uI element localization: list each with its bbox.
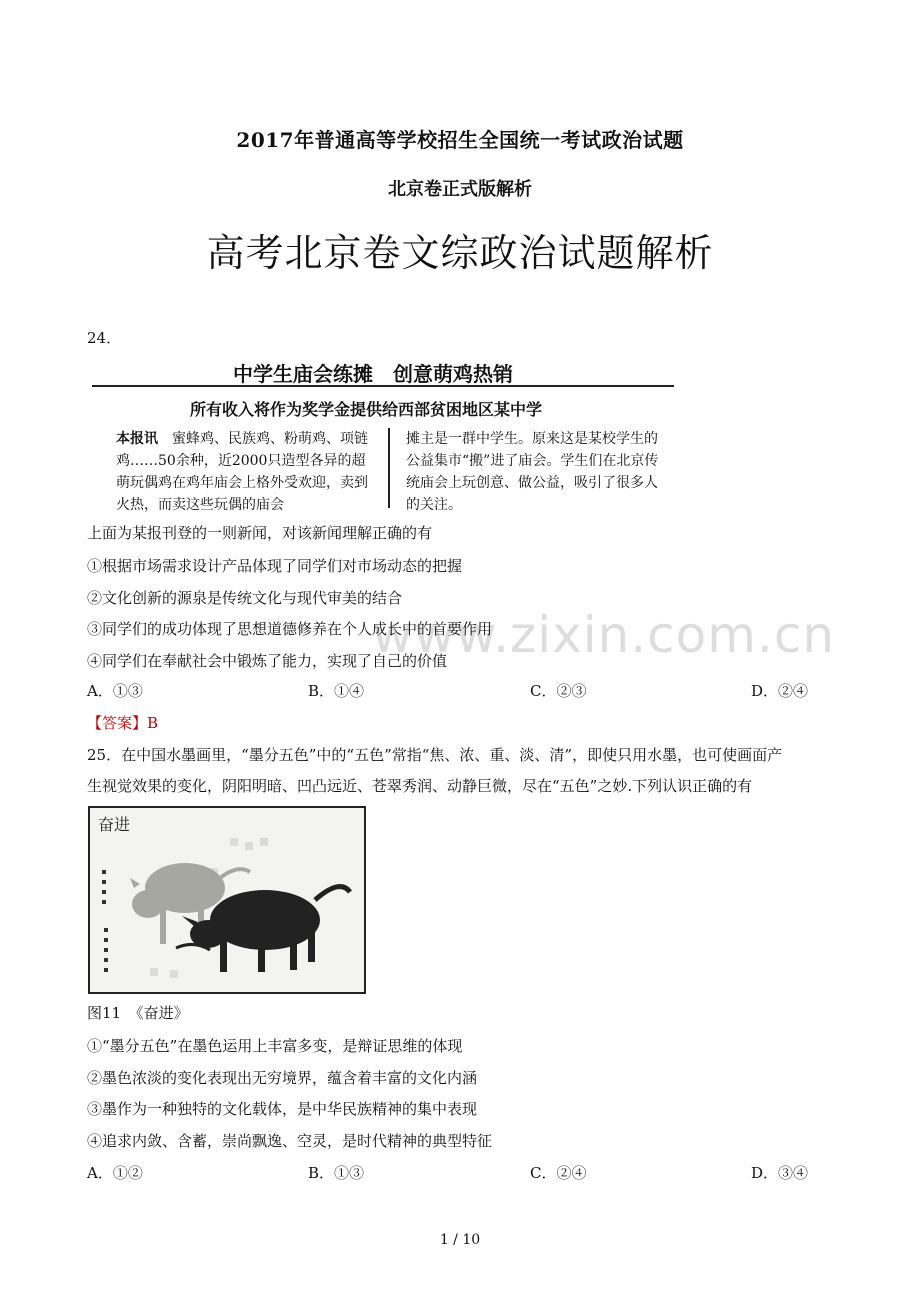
news-rule	[92, 385, 674, 387]
q25-option-c: C．②④	[530, 1164, 587, 1182]
q24-option-b: B．①④	[308, 682, 365, 700]
page-number: 1 / 10	[439, 1232, 481, 1248]
q25-statement-4: ④追求内敛、含蓄，崇尚飘逸、空灵，是时代精神的典型特征	[87, 1132, 493, 1150]
question-24-number: 24．	[87, 329, 122, 347]
news-column-divider	[388, 428, 390, 508]
q24-statement-4: ④同学们在奉献社会中锻炼了能力，实现了自己的价值	[87, 652, 448, 670]
site-watermark: www.zixin.com.cn	[372, 606, 836, 664]
q25-option-d: D．③④	[751, 1164, 809, 1182]
question-24-stem: 上面为某报刊登的一则新闻，对该新闻理解正确的有	[87, 524, 433, 542]
ink-painting-svg	[90, 808, 364, 992]
q24-option-a: A．①③	[87, 682, 143, 700]
q25-statement-2: ②墨色浓淡的变化表现出无穷境界，蕴含着丰富的文化内涵	[87, 1069, 478, 1087]
q24-statement-3: ③同学们的成功体现了思想道德修养在个人成长中的首要作用	[87, 620, 493, 638]
news-lead: 本报讯	[116, 431, 158, 447]
question-25-stem-line-2: 生视觉效果的变化，阴阳明暗、凹凸远近、苍翠秀润、动静巨微，尽在“五色”之妙.下列认识正确的有	[87, 777, 753, 795]
q24-answer	[87, 712, 158, 733]
document-subtitle: 北京卷正式版解析	[388, 179, 532, 200]
main-title: 高考北京卷文综政治试题解析	[206, 231, 714, 275]
ink-painting-image	[88, 806, 366, 994]
q24-statement-1: ①根据市场需求设计产品体现了同学们对市场动态的把握	[87, 557, 463, 575]
news-headline: 中学生庙会练摊 创意萌鸡热销	[233, 362, 513, 386]
q25-option-b: B．①③	[308, 1164, 365, 1182]
figure-caption: 图11 《奋进》	[87, 1004, 189, 1022]
q25-statement-3: ③墨作为一种独特的文化载体，是中华民族精神的集中表现	[87, 1100, 478, 1118]
painting-title-text: 奋进	[98, 815, 131, 834]
answer-label: 【答案】	[87, 714, 148, 732]
document-title: 2017年普通高等学校招生全国统一考试政治试题	[236, 128, 684, 152]
question-25-stem-line-1: 25．在中国水墨画里，“墨分五色”中的“五色”常指“焦、浓、重、淡、清”，即使只用水墨，也可使画面产	[87, 746, 783, 764]
news-subheadline: 所有收入将作为奖学金提供给西部贫困地区某中学	[190, 400, 543, 419]
news-right-body: 摊主是一群中学生。原来这是某校学生的公益集市“搬”进了庙会。学生们在北京传统庙会上玩创意、做公益，吸引了很多人的关注。	[406, 431, 659, 513]
news-left-body: 蜜蜂鸡、民族鸡、粉萌鸡、项链鸡……50余种，近2000只造型各异的超萌玩偶鸡在鸡年庙会上格外受欢迎，卖到火热，而卖这些玩偶的庙会	[116, 431, 368, 513]
q24-statement-2: ②文化创新的源泉是传统文化与现代审美的结合	[87, 589, 403, 607]
q25-statement-1: ①“墨分五色”在墨色运用上丰富多变，是辩证思维的体现	[87, 1037, 463, 1055]
q24-option-d: D．②④	[751, 682, 809, 700]
answer-value: B	[147, 714, 159, 732]
q25-option-a: A．①②	[87, 1164, 143, 1182]
q24-option-c: C．②③	[530, 682, 587, 700]
news-left-column	[116, 428, 374, 516]
